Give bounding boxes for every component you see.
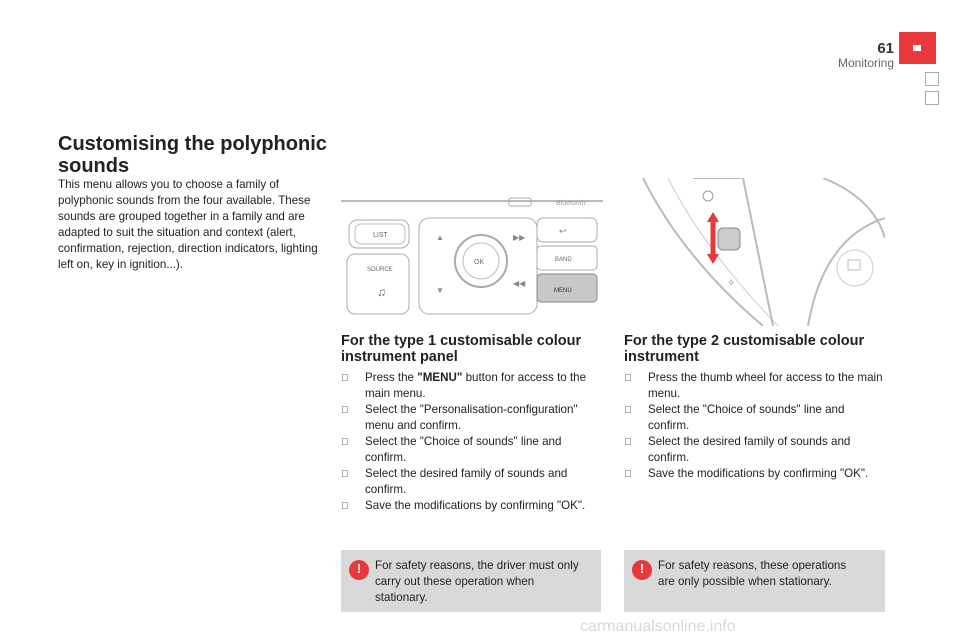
type1-steps — [341, 370, 603, 514]
menu-button-label: MENU — [554, 288, 572, 294]
list-button-label: LIST — [373, 232, 388, 239]
bullet-icon — [624, 467, 632, 483]
page-number: 61 — [877, 40, 894, 57]
tab-next-2[interactable] — [925, 91, 939, 105]
list-item: Press the "MENU" button for access to the main menu. — [341, 370, 603, 402]
voice-icon: ✧ — [727, 278, 736, 289]
list-item: Select the "Choice of sounds" line and confirm. — [341, 434, 603, 466]
control-panel-illustration — [341, 178, 603, 326]
warning-icon: ! — [349, 560, 369, 580]
bullet-icon — [624, 403, 632, 419]
bullet-icon — [341, 435, 349, 451]
down-arrow-icon: ▼ — [436, 286, 444, 295]
note-text: For safety reasons, these operations are only possible when stationary. — [658, 559, 847, 588]
bullet-icon — [624, 435, 632, 451]
tab-marker-icon — [913, 45, 921, 51]
bullet-icon — [341, 371, 349, 387]
list-item: Press the thumb wheel for access to the main menu. — [624, 370, 886, 402]
scroll-up-arrow-icon — [707, 212, 719, 222]
bullet-icon — [341, 467, 349, 483]
music-icon: ♫ — [377, 285, 386, 299]
safety-note-type2 — [624, 550, 885, 612]
tab-next[interactable] — [925, 72, 939, 86]
thumb-wheel — [718, 228, 740, 250]
band-button-label: BAND — [555, 257, 572, 263]
scroll-down-arrow-icon — [707, 254, 719, 264]
source-button-label: SOURCE — [367, 267, 393, 273]
list-item: Save the modifications by confirming "OK". — [341, 498, 603, 514]
section-title: Monitoring — [837, 56, 894, 70]
list-item: Select the desired family of sounds and confirm. — [624, 434, 886, 466]
page-title: Customising the polyphonic sounds — [58, 133, 327, 177]
rewind-icon: ◀◀ — [513, 279, 526, 288]
list-item: Select the "Choice of sounds" line and confirm. — [624, 402, 886, 434]
type1-heading: For the type 1 customisable colour instrument panel — [341, 333, 582, 365]
ok-button-label: OK — [474, 259, 485, 266]
warning-icon: ! — [632, 560, 652, 580]
note-text: For safety reasons, the driver must only carry out these operation when stationary. — [375, 559, 579, 604]
tab-current[interactable] — [899, 32, 936, 64]
type2-heading: For the type 2 customisable colour instrument — [624, 333, 865, 365]
up-arrow-icon: ▲ — [436, 233, 444, 242]
bullet-icon — [624, 371, 632, 387]
watermark: carmanualsonline.info — [580, 618, 736, 635]
type2-steps — [624, 370, 886, 482]
steering-wheel-illustration — [623, 178, 885, 326]
contrast-icon — [703, 191, 713, 201]
list-item: Select the "Personalisation-configuration" menu and confirm. — [341, 402, 603, 434]
list-item: Save the modifications by confirming "OK". — [624, 466, 886, 482]
back-icon: ↩ — [559, 226, 567, 236]
intro-paragraph: This menu allows you to choose a family of polyphonic sounds from the four available. These sounds are grouped together in a family and are adapted to suit the situation and context (alert, confirmation, rejection, direction indicators, lighting left on, key in ignition...). — [58, 178, 318, 271]
forward-icon: ▶▶ — [513, 233, 526, 242]
list-item: Select the desired family of sounds and confirm. — [341, 466, 603, 498]
safety-note-type1 — [341, 550, 601, 612]
bullet-icon — [341, 403, 349, 419]
bluetooth-label: Bluetooth — [556, 200, 586, 207]
bullet-icon — [341, 499, 349, 515]
